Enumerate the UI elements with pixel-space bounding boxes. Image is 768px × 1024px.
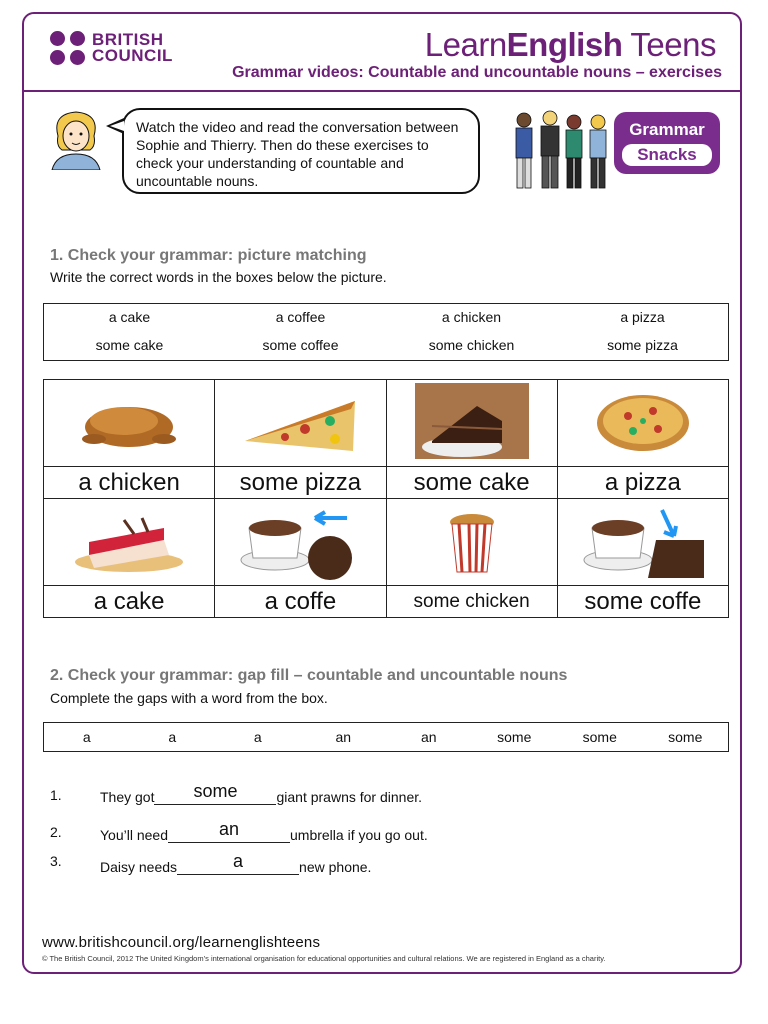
- answer-cell[interactable]: a cake: [44, 586, 215, 618]
- word: a cake: [108, 309, 151, 325]
- section1-word-box: [43, 303, 729, 361]
- page-subtitle: Grammar videos: Countable and uncountable nouns – exercises: [232, 64, 722, 81]
- footer-url[interactable]: www.britishcouncil.org/learnenglishteens: [42, 934, 321, 951]
- word: some cake: [95, 337, 164, 353]
- section2-word-box: [43, 722, 729, 752]
- coffee-with-beans-icon: [578, 500, 708, 580]
- roast-chicken-icon: [64, 381, 194, 461]
- answer-cell[interactable]: some pizza: [215, 467, 386, 499]
- gap-blank[interactable]: some: [154, 790, 276, 805]
- picture-cell: [386, 499, 557, 586]
- british-council-logo: [50, 31, 173, 65]
- picture-cell: [44, 499, 215, 586]
- word: a: [82, 729, 91, 745]
- question-number: 2.: [50, 824, 62, 840]
- picture-cell: [386, 380, 557, 467]
- word: some pizza: [607, 337, 678, 353]
- picture-cell: [44, 380, 215, 467]
- answer-cell[interactable]: a chicken: [44, 467, 215, 499]
- picture-matching-table: [43, 379, 729, 618]
- question-number: 3.: [50, 853, 62, 869]
- word: some: [668, 729, 703, 745]
- question-number: 1.: [50, 787, 62, 803]
- sophie-avatar-icon: [48, 106, 104, 170]
- brand-line2: COUNCIL: [92, 46, 173, 65]
- word: a pizza: [620, 309, 665, 325]
- word: some chicken: [428, 337, 515, 353]
- grammar-snacks-characters-icon: [508, 108, 620, 194]
- chocolate-cake-icon: [407, 381, 537, 461]
- section2-instruction: Complete the gaps with a word from the box.: [50, 690, 328, 706]
- word: some: [497, 729, 532, 745]
- header-rule: [22, 90, 742, 92]
- question-2: You’ll need an umbrella if you go out.: [100, 819, 428, 843]
- cake-slice-icon: [64, 500, 194, 580]
- word: a: [168, 729, 177, 745]
- question-3: Daisy needs a new phone.: [100, 851, 372, 875]
- word: some: [582, 729, 617, 745]
- answer-cell[interactable]: some coffe: [557, 586, 728, 618]
- gap-blank[interactable]: an: [168, 828, 290, 843]
- section1-instruction: Write the correct words in the boxes below the picture.: [50, 269, 387, 285]
- word: an: [420, 729, 437, 745]
- coffee-cup-icon: [235, 500, 365, 580]
- pizza-slice-icon: [235, 381, 365, 461]
- picture-cell: [215, 380, 386, 467]
- grammar-snacks-badge: Grammar Snacks: [614, 112, 720, 174]
- logo-dots-icon: [50, 31, 86, 65]
- intro-bubble: Watch the video and read the conversation between Sophie and Thierry. Then do these exercises to check your understanding of countable and uncountable nouns.: [122, 108, 480, 194]
- section1-title: 1. Check your grammar: picture matching: [50, 247, 367, 264]
- gap-blank[interactable]: a: [177, 860, 299, 875]
- answer-cell[interactable]: a pizza: [557, 467, 728, 499]
- answer-cell[interactable]: some cake: [386, 467, 557, 499]
- picture-cell: [215, 499, 386, 586]
- whole-pizza-icon: [578, 381, 708, 461]
- word: some coffee: [262, 337, 339, 353]
- word: a: [253, 729, 262, 745]
- brand-line1: BRITISH: [92, 30, 164, 49]
- picture-cell: [557, 380, 728, 467]
- word: an: [335, 729, 352, 745]
- question-1: They got some giant prawns for dinner.: [100, 781, 423, 805]
- word: a chicken: [441, 309, 502, 325]
- section2-title: 2. Check your grammar: gap fill – countable and uncountable nouns: [50, 667, 568, 684]
- footer-copyright: © The British Council, 2012 The United Kingdom’s international organisation for educational opportunities and cultural relations. We are registered in England as a charity.: [42, 954, 606, 963]
- learnenglish-teens-logo: LearnEnglish Teens: [424, 26, 716, 63]
- chicken-bucket-icon: [407, 500, 537, 580]
- answer-cell[interactable]: some chicken: [386, 586, 557, 618]
- answer-cell[interactable]: a coffe: [215, 586, 386, 618]
- word: a coffee: [275, 309, 326, 325]
- picture-cell: [557, 499, 728, 586]
